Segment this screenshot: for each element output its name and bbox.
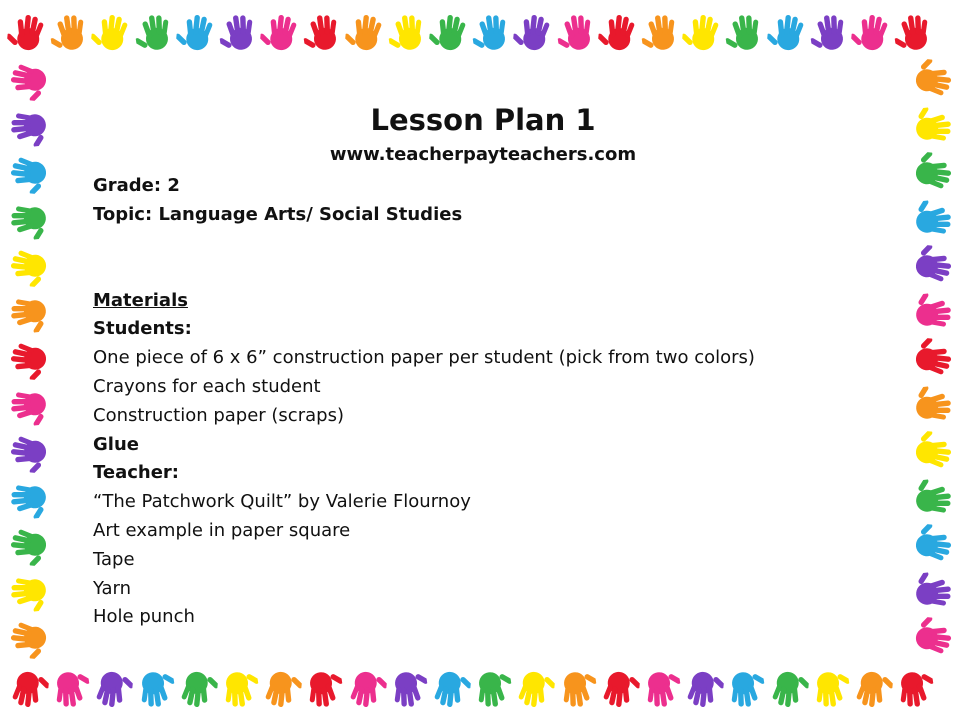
handprint-icon	[4, 616, 52, 660]
handprint-icon	[807, 7, 853, 56]
handprint-icon	[891, 665, 937, 714]
handprint-icon	[301, 7, 347, 56]
handprint-icon	[597, 8, 641, 56]
handprint-icon	[723, 7, 769, 56]
website-url: www.teacherpayteachers.com	[329, 144, 637, 165]
handprint-icon	[910, 197, 958, 241]
handprint-icon	[343, 8, 387, 56]
handprint-icon	[850, 666, 894, 714]
handprint-icon	[6, 8, 50, 56]
lesson-plan-slide	[93, 100, 873, 632]
handprint-icon	[910, 430, 958, 474]
slide-title: Lesson Plan 1	[370, 103, 596, 137]
handprint-icon	[910, 151, 958, 195]
handprint-icon	[910, 569, 958, 613]
student-item: Crayons for each student	[93, 375, 321, 397]
handprint-icon	[4, 58, 52, 102]
handprint-icon	[216, 665, 262, 714]
handprint-icon	[90, 8, 134, 56]
handprint-icon	[512, 666, 556, 714]
handprint-icon	[554, 665, 600, 714]
teacher-item: “The Patchwork Quilt” by Valerie Flournoy	[93, 491, 471, 513]
handprint-icon	[4, 104, 52, 148]
handprint-icon	[90, 666, 134, 714]
handprint-icon	[259, 666, 303, 714]
handprint-icon	[765, 8, 809, 56]
handprint-icon	[4, 197, 52, 241]
handprint-icon	[343, 666, 387, 714]
handprint-icon	[910, 290, 958, 334]
teacher-item: Hole punch	[93, 606, 195, 628]
handprint-icon	[4, 430, 52, 474]
teacher-item: Tape	[93, 548, 135, 570]
handprint-icon	[385, 665, 431, 714]
handprint-icon	[175, 666, 219, 714]
handprint-icon	[512, 8, 556, 56]
handprint-icon	[385, 7, 431, 56]
handprint-icon	[910, 616, 958, 660]
handprint-icon	[428, 8, 472, 56]
handprint-icon	[132, 7, 178, 56]
student-item: Construction paper (scraps)	[93, 404, 344, 426]
materials-heading: Materials	[93, 289, 188, 311]
handprint-icon	[850, 8, 894, 56]
handprint-icon	[681, 8, 725, 56]
topic-line: Topic: Language Arts/ Social Studies	[93, 203, 463, 225]
handprint-icon	[4, 337, 52, 381]
handprint-icon	[597, 666, 641, 714]
handprint-icon	[4, 569, 52, 613]
handprint-icon	[723, 665, 769, 714]
handprint-icon	[910, 337, 958, 381]
handprint-icon	[428, 666, 472, 714]
handprint-icon	[910, 58, 958, 102]
handprint-icon	[807, 665, 853, 714]
handprint-icon	[4, 290, 52, 334]
handprint-icon	[216, 7, 262, 56]
teacher-item: Yarn	[93, 577, 132, 599]
handprint-icon	[175, 8, 219, 56]
handprint-icon	[4, 523, 52, 567]
grade-line: Grade: 2	[93, 175, 180, 196]
handprint-icon	[4, 383, 52, 427]
handprint-icon	[638, 7, 684, 56]
teacher-item: Art example in paper square	[93, 519, 351, 541]
handprint-icon	[554, 7, 600, 56]
handprint-icon	[910, 104, 958, 148]
handprint-icon	[469, 7, 515, 56]
students-heading: Students:	[93, 318, 192, 340]
handprint-icon	[6, 666, 50, 714]
handprint-icon	[910, 476, 958, 520]
handprint-icon	[47, 665, 93, 714]
handprint-icon	[638, 665, 684, 714]
handprint-icon	[4, 476, 52, 520]
handprint-icon	[259, 8, 303, 56]
handprint-icon	[301, 665, 347, 714]
handprint-icon	[47, 7, 93, 56]
handprint-icon	[910, 383, 958, 427]
teacher-heading: Teacher:	[93, 462, 180, 484]
handprint-icon	[681, 666, 725, 714]
handprint-icon	[910, 523, 958, 567]
handprint-icon	[910, 244, 958, 288]
handprint-icon	[891, 7, 937, 56]
student-item: One piece of 6 x 6” construction paper per student (pick from two colors)	[93, 347, 755, 369]
handprint-icon	[132, 665, 178, 714]
handprint-icon	[4, 151, 52, 195]
glue-item: Glue	[93, 433, 139, 455]
handprint-icon	[469, 665, 515, 714]
handprint-icon	[765, 666, 809, 714]
handprint-icon	[4, 244, 52, 288]
